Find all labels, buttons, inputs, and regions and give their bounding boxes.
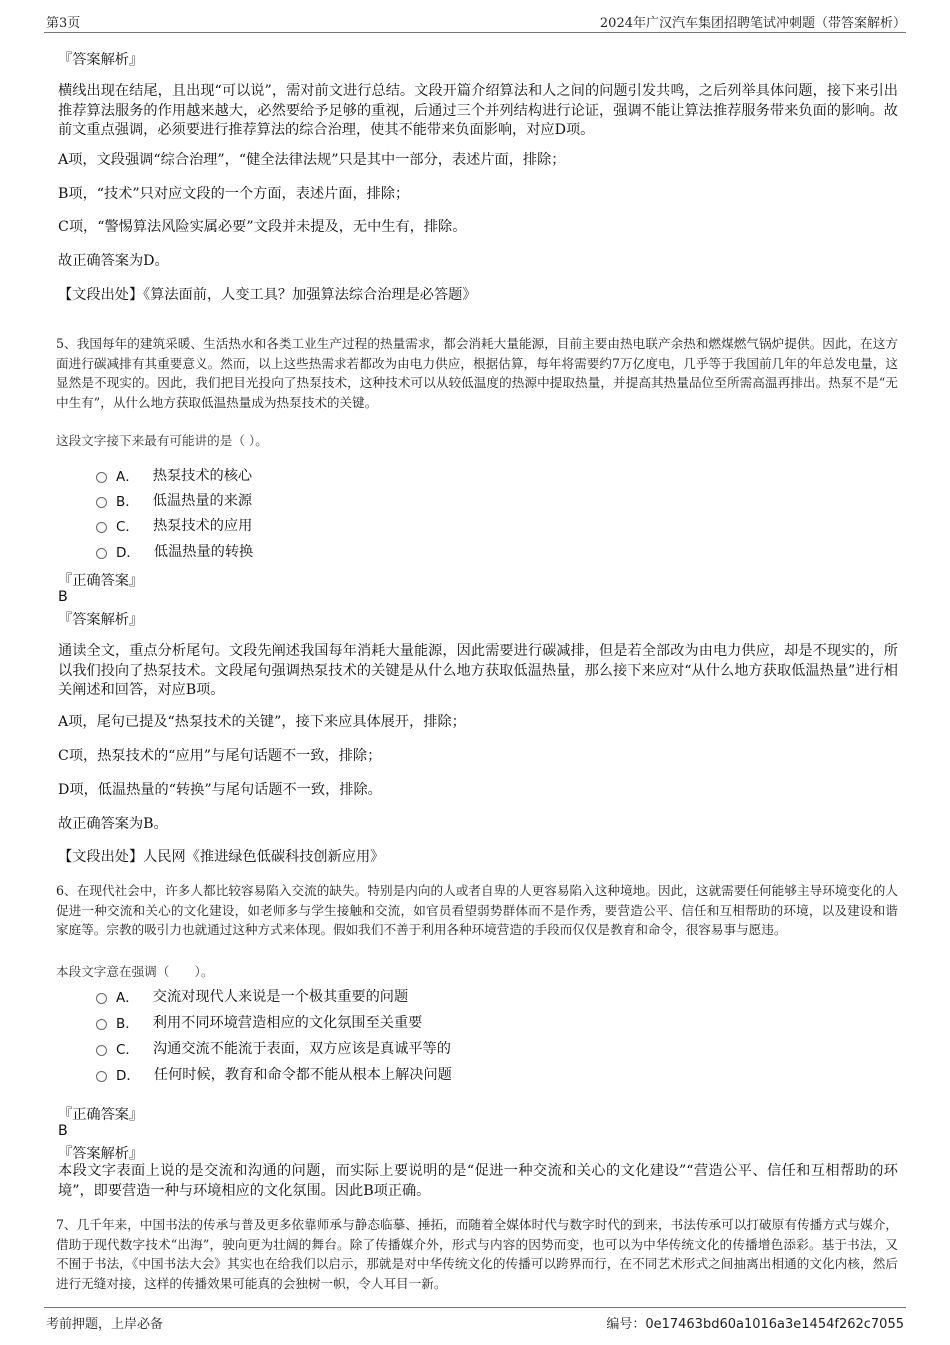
option-letter: A． <box>116 469 139 485</box>
option-text: 低温热量的转换 <box>153 544 254 560</box>
option-text: 任何时候，教育和命令都不能从根本上解决问题 <box>153 1067 452 1083</box>
q5-explanation: 通读全文，重点分析尾句。文段先阐述我国每年消耗大量能源，因此需要进行碳减排，但是若全部改为由电力供应，却是不现实的，所以我们投向了热泵技术。文段尾句强调热泵技术的关键是从什么地方获取低温热量，那么接下来应对“从什么地方获取低温热量”进行相关阐述和回答，对应B项。 <box>58 643 898 698</box>
radio-icon[interactable] <box>96 548 107 559</box>
option-text: 交流对现代人来说是一个极其重要的问题 <box>152 989 409 1005</box>
q5-option-b[interactable] <box>96 490 252 510</box>
q7-passage: 7、几千年来，中国书法的传承与普及更多依靠师承与静态临摹、捶拓，而随着全媒体时代与数字时代的到来，书法传承可以打破原有传播方式与媒介，借助于现代数字技术“出海”，驶向更为壮阔的舞台。除了传播媒介外，形式与内容的因势而变，也可以为中华传统文化的传播增色添彩。基于书法，又不囿于书法，《中国书法大会》其实也在给我们以启示，那就是对中华传统文化的传播可以跨界而行，在不同艺术形式之间抽离出相通的文化内核，然后进行无缝对接，这样的传播效果可能真的会独树一帜，令人耳目一新。 <box>56 1217 898 1291</box>
radio-icon[interactable] <box>96 472 107 483</box>
q6-stem: 本段文字意在强调（ ）。 <box>56 964 214 979</box>
q6-correct-tag: 『正确答案』 <box>58 1107 144 1123</box>
footer-slogan: 考前押题，上岸必备 <box>46 1317 164 1332</box>
option-letter: D． <box>116 1068 140 1084</box>
q5-option-c-analysis: C项，热泵技术的“应用”与尾句话题不一致，排除； <box>58 748 382 764</box>
q6-option-b[interactable] <box>96 1012 422 1032</box>
q5-conclusion: 故正确答案为B。 <box>58 816 168 832</box>
q5-source: 【文段出处】人民网《推进绿色低碳科技创新应用》 <box>58 849 385 865</box>
q4-explanation: 横线出现在结尾，且出现“可以说”，需对前文进行总结。文段开篇介绍算法和人之间的问题引发共鸣，之后列举具体问题，接下来引出推荐算法服务的作用越来越大，必然要给予足够的重视，后通过三个并列结构进行论证，强调不能让算法推荐服务带来负面的影响。故前文重点强调，必须要进行推荐算法的综合治理，使其不能带来负面影响，对应D项。 <box>58 83 898 138</box>
q5-option-a[interactable] <box>96 465 252 485</box>
q4-source: 【文段出处】《算法面前，人变工具？加强算法综合治理是必答题》 <box>58 287 477 303</box>
option-text: 沟通交流不能流于表面，双方应该是真诚平等的 <box>152 1041 451 1057</box>
q5-option-a-analysis: A项，尾句已提及“热泵技术的关键”，接下来应具体展开，排除； <box>58 714 466 730</box>
q4-option-c-analysis: C项，“警惕算法风险实属必要”文段并未提及，无中生有，排除。 <box>58 219 467 235</box>
option-letter: C． <box>116 1042 139 1058</box>
q6-option-d[interactable] <box>96 1064 452 1084</box>
radio-icon[interactable] <box>96 522 107 533</box>
q6-explanation: 本段文字表面上说的是交流和沟通的问题，而实际上要说明的是“促进一种交流和关心的文化建设”“营造公平、信任和互相帮助的环境”，即要营造一种与环境相应的文化氛围。因此B项正确。 <box>58 1163 898 1199</box>
q6-option-a[interactable] <box>96 986 408 1006</box>
radio-icon[interactable] <box>96 1019 107 1030</box>
q5-correct-tag: 『正确答案』 <box>58 573 144 589</box>
q6-explain-tag: 『答案解析』 <box>58 1146 144 1162</box>
q4-option-a-analysis: A项，文段强调“综合治理”，“健全法律法规”只是其中一部分，表述片面，排除； <box>58 152 566 168</box>
option-text: 热泵技术的核心 <box>152 468 253 484</box>
option-text: 利用不同环境营造相应的文化氛围至关重要 <box>152 1015 423 1031</box>
document-title: 2024年广汉汽车集团招聘笔试冲刺题（带答案解析） <box>599 16 906 31</box>
option-text: 热泵技术的应用 <box>152 518 253 534</box>
option-letter: A． <box>116 990 139 1006</box>
q6-option-c[interactable] <box>96 1038 451 1058</box>
q5-option-d-analysis: D项，低温热量的“转换”与尾句话题不一致，排除。 <box>58 782 382 798</box>
q5-explain-tag: 『答案解析』 <box>58 612 144 628</box>
q5-correct-answer: B <box>58 589 68 605</box>
option-text: 低温热量的来源 <box>152 493 253 509</box>
q5-passage: 5、我国每年的建筑采暖、生活热水和各类工业生产过程的热量需求，都会消耗大量能源，目前主要由热电联产余热和燃煤燃气锅炉提供。因此，在这方面进行碳减排有其重要意义。然而，以上这些热需求若都改为由电力供应，根据估算，每年将需要约7万亿度电，几乎等于我国前几年的年总发电量，这显然是不现实的。因此，我们把目光投向了热泵技术，这种技术可以从较低温度的热源中提取热量，并提高其热量品位至所需高温再排出。热泵不是“无中生有”，从什么地方获取低温热量成为热泵技术的关键。 <box>56 336 898 410</box>
page-number: 第3页 <box>46 16 81 31</box>
radio-icon[interactable] <box>96 1071 107 1082</box>
radio-icon[interactable] <box>96 1045 107 1056</box>
q5-stem: 这段文字接下来最有可能讲的是（ ）。 <box>56 433 268 448</box>
radio-icon[interactable] <box>96 497 107 508</box>
option-letter: B． <box>116 494 139 510</box>
q4-option-b-analysis: B项，“技术”只对应文段的一个方面，表述片面，排除； <box>58 186 410 202</box>
q4-conclusion: 故正确答案为D。 <box>58 253 169 269</box>
q6-correct-answer: B <box>58 1123 68 1139</box>
option-letter: D． <box>116 545 140 561</box>
q5-option-c[interactable] <box>96 515 252 535</box>
header-divider <box>44 32 906 33</box>
document-code: 编号：0e17463bd60a1016a3e1454f262c7055 <box>606 1317 904 1332</box>
q6-passage: 6、在现代社会中，许多人都比较容易陷入交流的缺失。特别是内向的人或者自卑的人更容易陷入这种境地。因此，这就需要任何能够主导环境变化的人促进一种交流和关心的文化建设，如老师多与学生接触和交流，如官员看望弱势群体而不是作秀，要营造公平、信任和互相帮助的环境，以及建设和谐家庭等。宗教的吸引力也就通过这种方式来体现。假如我们不善于利用各种环境营造的手段而仅仅是教育和命令，很容易事与愿违。 <box>56 883 898 937</box>
radio-icon[interactable] <box>96 993 107 1004</box>
q5-option-d[interactable] <box>96 541 253 561</box>
q4-explain-tag: 『答案解析』 <box>58 52 144 68</box>
option-letter: B． <box>116 1016 139 1032</box>
footer-divider <box>44 1307 906 1308</box>
option-letter: C． <box>116 519 139 535</box>
